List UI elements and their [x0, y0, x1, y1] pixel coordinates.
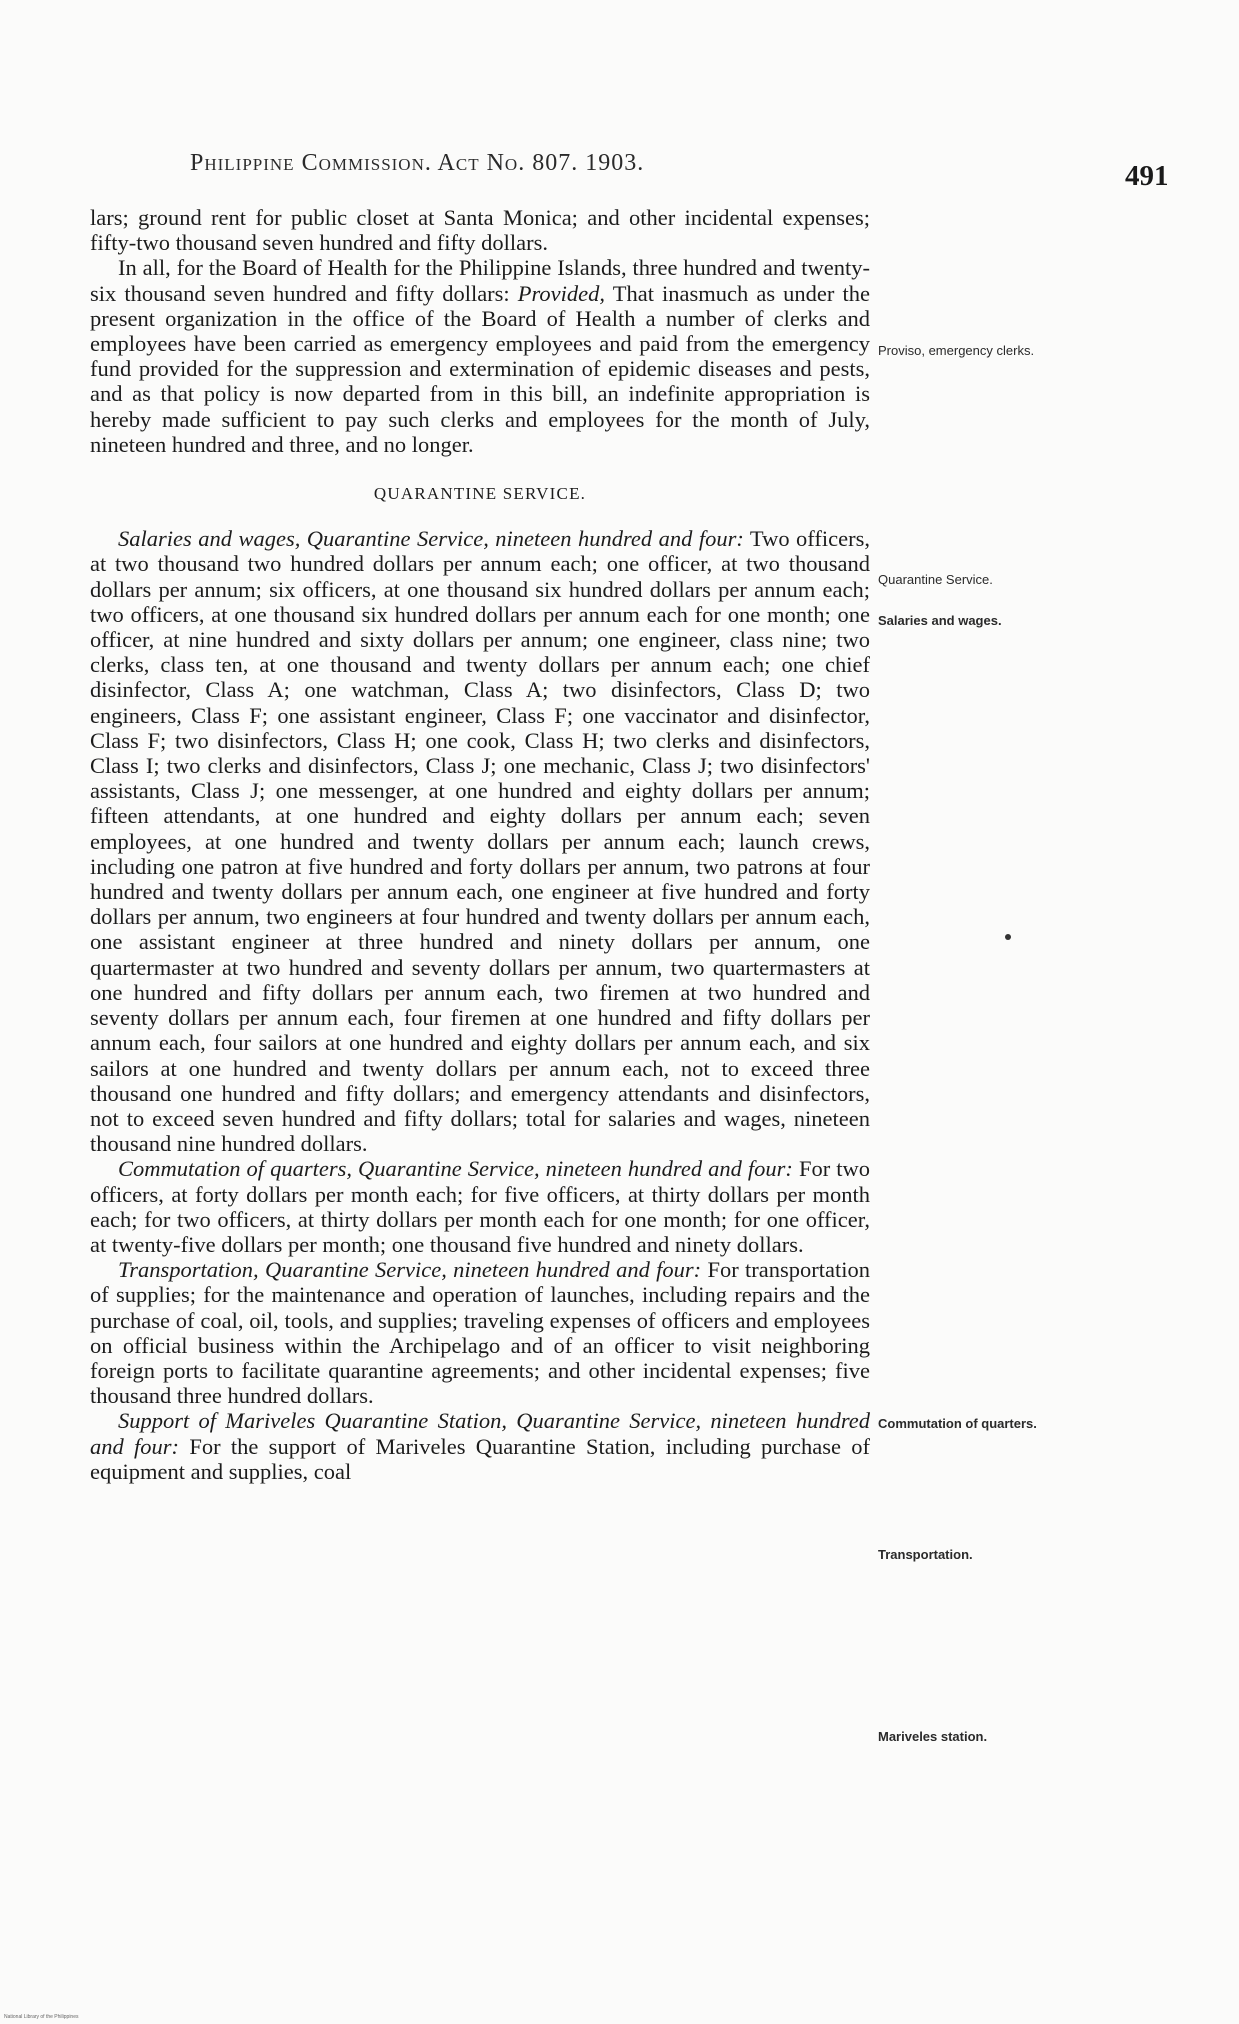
stray-mark — [1005, 934, 1011, 940]
paragraph-text: For the support of Mariveles Quarantine Station, including purchase of equipment and supplies, coal — [90, 1433, 870, 1484]
body-text — [90, 205, 870, 1484]
proviso-word: Provided, — [517, 280, 606, 306]
paragraph-text: For transportation of supplies; for the maintenance and operation of launches, including repairs and the purchase of coal, oil, tools, and supplies; traveling expenses of officers and employees on official business within the Archipelago and of an officer to visit neighboring foreign ports to facilitate quarantine agreements; and other incidental expenses; five thousand three hundred dollars. — [90, 1257, 870, 1409]
paragraph-commutation — [90, 1156, 870, 1257]
paragraph-text: Two officers, at two thousand two hundred dollars per annum each; one officer, at two thousand dollars per annum; six officers, at one thousand six hundred dollars per annum each; two officers, at one thousand six hundred dollars per annum each for one month; one officer, at nine hundred and sixty dollars per annum; one engineer, class nine; two clerks, class ten, at one thousand and twenty dollars per annum each; one chief disinfector, Class A; one watchman, Class A; two disinfectors, Class D; two engineers, Class F; one assistant engineer, Class F; one vaccinator and disinfector, Class F; two disinfectors, Class H; one cook, Class H; two clerks and disinfectors, Class I; two clerks and disinfectors, Class J; one mechanic, Class J; two disinfectors' assistants, Class J; one messenger, at one hundred and eighty dollars per annum; fifteen attendants, at one hundred and eighty dollars per annum each; seven employees, at one hundred and twenty dollars per annum each; launch crews, including one patron at five hundred and forty dollars per annum, two patrons at four hundred and twenty dollars per annum each, one engineer at five hundred and forty dollars per annum, two engineers at four hundred and twenty dollars per annum each, one assistant engineer at three hundred and ninety dollars per annum, one quartermaster at two hundred and seventy dollars per annum, two quartermasters at one hundred and fifty dollars per annum each, two firemen at two hundred and seventy dollars per annum each, four firemen at one hundred and fifty dollars per annum each, four sailors at one hundred and eighty dollars per annum each, and six sailors at one hundred and twenty dollars per annum each, not to exceed three thousand one hundred and fifty dollars; and emergency attendants and disinfectors, not to exceed seven hundred and fifty dollars; total for salaries and wages, nineteen thousand nine hundred dollars. — [90, 526, 870, 1157]
section-title: QUARANTINE SERVICE. — [373, 484, 587, 504]
item-heading: Support of Mariveles Quarantine Station, Quarantine Service, nineteen hundred and four: — [90, 1408, 870, 1459]
paragraph-salaries — [90, 526, 870, 1156]
paragraph-mariveles — [90, 1408, 870, 1484]
margin-note-transportation: Transportation. — [878, 1547, 973, 1562]
margin-note-quarantine: Quarantine Service. — [878, 572, 993, 587]
item-heading: Salaries and wages, Quarantine Service, nineteen hundred and four: — [118, 526, 744, 552]
page-number: 491 — [1125, 160, 1169, 192]
margin-note-salaries: Salaries and wages. — [878, 613, 1002, 628]
paragraph-continuation — [90, 205, 870, 255]
paragraph-text: For two officers, at forty dollars per month each; for five officers, at thirty dollars per month each; for two officers, at thirty dollars per month each for one month; for one officer, at twenty-five dollars per month; one thousand five hundred and ninety dollars. — [90, 1156, 870, 1257]
paragraph-board-of-health — [90, 255, 870, 457]
paragraph-text: In all, for the Board of Health for the Philippine Islands, three hundred and twenty-six thousand seven hundred and fifty dollars: — [90, 255, 870, 306]
paragraph-text: That inasmuch as under the present organization in the office of the Board of Health a number of clerks and employees have been carried as emergency employees and paid from the emergency fund provided for the suppression and extermination of epidemic diseases and pests, and as that policy is now departed from in this bill, an indefinite appropriation is hereby made sufficient to pay such clerks and employees for the month of July, nineteen hundred and three, and no longer. — [90, 280, 870, 457]
margin-note-commutation: Commutation of quarters. — [878, 1416, 1037, 1431]
running-head: Philippine Commission. Act No. 807. 1903. — [190, 150, 645, 176]
scan-credit: National Library of the Philippines — [4, 2014, 79, 2020]
paragraph-transportation — [90, 1257, 870, 1408]
item-heading: Commutation of quarters, Quarantine Service, nineteen hundred and four: — [118, 1156, 793, 1182]
item-heading: Transportation, Quarantine Service, nineteen hundred and four: — [118, 1257, 702, 1283]
margin-note-mariveles: Mariveles station. — [878, 1729, 988, 1744]
paragraph-text: lars; ground rent for public closet at Santa Monica; and other incidental expenses; fifty-two thousand seven hundred and fifty dollars. — [90, 205, 870, 256]
margin-note-proviso: Proviso, emergency clerks. — [878, 343, 1035, 358]
